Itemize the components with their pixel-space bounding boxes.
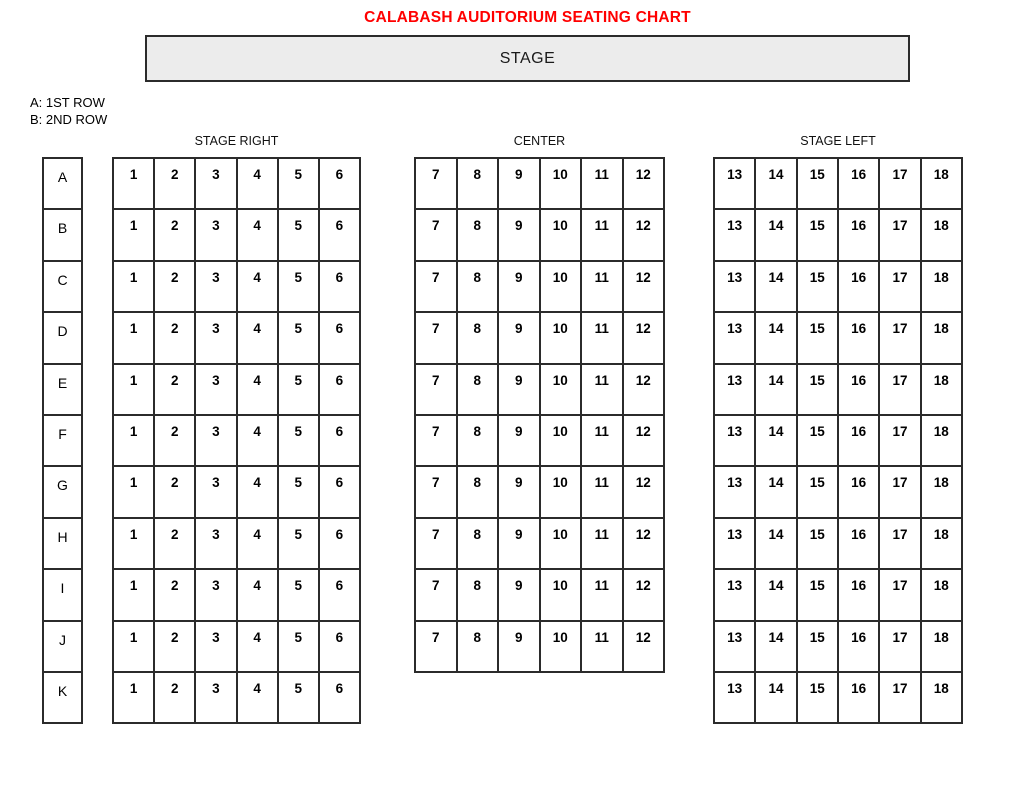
seat-I-2: 2 bbox=[155, 570, 196, 621]
seat-K-15: 15 bbox=[798, 673, 839, 724]
row-label-F: F bbox=[44, 416, 81, 467]
seat-A-16: 16 bbox=[839, 159, 880, 210]
seat-I-18: 18 bbox=[922, 570, 963, 621]
seat-J-17: 17 bbox=[880, 622, 921, 673]
seat-B-6: 6 bbox=[320, 210, 361, 261]
seat-E-6: 6 bbox=[320, 365, 361, 416]
seat-E-5: 5 bbox=[279, 365, 320, 416]
seat-C-14: 14 bbox=[756, 262, 797, 313]
legend-line-2: B: 2ND ROW bbox=[30, 111, 108, 127]
seat-B-12: 12 bbox=[624, 210, 666, 261]
seat-E-14: 14 bbox=[756, 365, 797, 416]
seat-F-1: 1 bbox=[114, 416, 155, 467]
seat-C-13: 13 bbox=[715, 262, 756, 313]
seat-H-13: 13 bbox=[715, 519, 756, 570]
seat-H-4: 4 bbox=[238, 519, 279, 570]
seat-A-14: 14 bbox=[756, 159, 797, 210]
seat-A-13: 13 bbox=[715, 159, 756, 210]
seat-A-4: 4 bbox=[238, 159, 279, 210]
row-label-E: E bbox=[44, 365, 81, 416]
seat-C-4: 4 bbox=[238, 262, 279, 313]
seat-grid bbox=[713, 157, 963, 724]
seat-D-4: 4 bbox=[238, 313, 279, 364]
seat-B-7: 7 bbox=[416, 210, 458, 261]
seat-K-2: 2 bbox=[155, 673, 196, 724]
seat-I-3: 3 bbox=[196, 570, 237, 621]
seat-G-16: 16 bbox=[839, 467, 880, 518]
row-legend bbox=[30, 95, 107, 128]
seat-F-13: 13 bbox=[715, 416, 756, 467]
seat-K-18: 18 bbox=[922, 673, 963, 724]
seat-I-5: 5 bbox=[279, 570, 320, 621]
seat-H-8: 8 bbox=[458, 519, 500, 570]
seat-I-12: 12 bbox=[624, 570, 666, 621]
seat-C-12: 12 bbox=[624, 262, 666, 313]
seat-F-2: 2 bbox=[155, 416, 196, 467]
seat-D-13: 13 bbox=[715, 313, 756, 364]
seat-B-5: 5 bbox=[279, 210, 320, 261]
seat-H-12: 12 bbox=[624, 519, 666, 570]
seat-I-17: 17 bbox=[880, 570, 921, 621]
seat-G-10: 10 bbox=[541, 467, 583, 518]
seat-E-3: 3 bbox=[196, 365, 237, 416]
seat-J-2: 2 bbox=[155, 622, 196, 673]
seat-E-13: 13 bbox=[715, 365, 756, 416]
seat-B-11: 11 bbox=[582, 210, 624, 261]
seat-B-10: 10 bbox=[541, 210, 583, 261]
seat-F-4: 4 bbox=[238, 416, 279, 467]
seat-E-11: 11 bbox=[582, 365, 624, 416]
seat-C-10: 10 bbox=[541, 262, 583, 313]
seat-C-16: 16 bbox=[839, 262, 880, 313]
seat-C-18: 18 bbox=[922, 262, 963, 313]
seat-F-10: 10 bbox=[541, 416, 583, 467]
stage-box bbox=[145, 35, 910, 82]
seat-grid bbox=[414, 157, 665, 673]
seat-C-5: 5 bbox=[279, 262, 320, 313]
seat-grid bbox=[112, 157, 361, 724]
seat-H-7: 7 bbox=[416, 519, 458, 570]
section-stage-right bbox=[112, 134, 361, 724]
seat-D-15: 15 bbox=[798, 313, 839, 364]
seat-I-14: 14 bbox=[756, 570, 797, 621]
seat-E-18: 18 bbox=[922, 365, 963, 416]
row-label-G: G bbox=[44, 467, 81, 518]
seat-D-17: 17 bbox=[880, 313, 921, 364]
seat-A-2: 2 bbox=[155, 159, 196, 210]
seat-A-18: 18 bbox=[922, 159, 963, 210]
seat-G-11: 11 bbox=[582, 467, 624, 518]
section-center bbox=[414, 134, 665, 673]
row-label-K: K bbox=[44, 673, 81, 724]
seat-J-16: 16 bbox=[839, 622, 880, 673]
seat-B-8: 8 bbox=[458, 210, 500, 261]
chart-title: CALABASH AUDITORIUM SEATING CHART bbox=[364, 9, 691, 26]
seat-H-16: 16 bbox=[839, 519, 880, 570]
seat-B-13: 13 bbox=[715, 210, 756, 261]
seat-K-5: 5 bbox=[279, 673, 320, 724]
seat-H-18: 18 bbox=[922, 519, 963, 570]
seat-F-6: 6 bbox=[320, 416, 361, 467]
seat-I-6: 6 bbox=[320, 570, 361, 621]
seat-D-14: 14 bbox=[756, 313, 797, 364]
seat-H-9: 9 bbox=[499, 519, 541, 570]
row-label-C: C bbox=[44, 262, 81, 313]
row-label-B: B bbox=[44, 210, 81, 261]
section-stage-left bbox=[713, 134, 963, 724]
seat-A-5: 5 bbox=[279, 159, 320, 210]
seat-E-1: 1 bbox=[114, 365, 155, 416]
seat-G-17: 17 bbox=[880, 467, 921, 518]
seat-I-16: 16 bbox=[839, 570, 880, 621]
seat-J-6: 6 bbox=[320, 622, 361, 673]
seat-E-8: 8 bbox=[458, 365, 500, 416]
seat-A-6: 6 bbox=[320, 159, 361, 210]
seat-A-11: 11 bbox=[582, 159, 624, 210]
seat-D-5: 5 bbox=[279, 313, 320, 364]
seat-I-11: 11 bbox=[582, 570, 624, 621]
seat-G-15: 15 bbox=[798, 467, 839, 518]
seat-J-4: 4 bbox=[238, 622, 279, 673]
seat-F-17: 17 bbox=[880, 416, 921, 467]
seat-K-16: 16 bbox=[839, 673, 880, 724]
seat-A-3: 3 bbox=[196, 159, 237, 210]
seat-I-10: 10 bbox=[541, 570, 583, 621]
seat-D-18: 18 bbox=[922, 313, 963, 364]
seat-C-11: 11 bbox=[582, 262, 624, 313]
seat-J-3: 3 bbox=[196, 622, 237, 673]
seat-H-11: 11 bbox=[582, 519, 624, 570]
seat-G-8: 8 bbox=[458, 467, 500, 518]
seat-B-2: 2 bbox=[155, 210, 196, 261]
seat-F-5: 5 bbox=[279, 416, 320, 467]
seat-D-7: 7 bbox=[416, 313, 458, 364]
seat-D-1: 1 bbox=[114, 313, 155, 364]
seat-H-15: 15 bbox=[798, 519, 839, 570]
seat-H-3: 3 bbox=[196, 519, 237, 570]
seat-A-15: 15 bbox=[798, 159, 839, 210]
seat-A-10: 10 bbox=[541, 159, 583, 210]
seat-G-12: 12 bbox=[624, 467, 666, 518]
seat-E-2: 2 bbox=[155, 365, 196, 416]
seat-I-4: 4 bbox=[238, 570, 279, 621]
seat-C-17: 17 bbox=[880, 262, 921, 313]
seat-I-15: 15 bbox=[798, 570, 839, 621]
seat-I-1: 1 bbox=[114, 570, 155, 621]
seat-J-14: 14 bbox=[756, 622, 797, 673]
seat-J-8: 8 bbox=[458, 622, 500, 673]
seat-E-10: 10 bbox=[541, 365, 583, 416]
seat-G-6: 6 bbox=[320, 467, 361, 518]
seat-J-18: 18 bbox=[922, 622, 963, 673]
seat-F-15: 15 bbox=[798, 416, 839, 467]
seat-H-5: 5 bbox=[279, 519, 320, 570]
section-header: STAGE LEFT bbox=[800, 134, 876, 148]
seat-D-11: 11 bbox=[582, 313, 624, 364]
seat-D-12: 12 bbox=[624, 313, 666, 364]
seat-D-10: 10 bbox=[541, 313, 583, 364]
seat-H-6: 6 bbox=[320, 519, 361, 570]
seat-E-12: 12 bbox=[624, 365, 666, 416]
seat-K-3: 3 bbox=[196, 673, 237, 724]
seat-G-3: 3 bbox=[196, 467, 237, 518]
seat-F-3: 3 bbox=[196, 416, 237, 467]
seat-B-3: 3 bbox=[196, 210, 237, 261]
seat-G-2: 2 bbox=[155, 467, 196, 518]
seat-J-12: 12 bbox=[624, 622, 666, 673]
seat-G-18: 18 bbox=[922, 467, 963, 518]
seat-J-5: 5 bbox=[279, 622, 320, 673]
seat-I-7: 7 bbox=[416, 570, 458, 621]
seat-F-7: 7 bbox=[416, 416, 458, 467]
seat-K-17: 17 bbox=[880, 673, 921, 724]
seat-J-9: 9 bbox=[499, 622, 541, 673]
seat-B-16: 16 bbox=[839, 210, 880, 261]
seat-C-1: 1 bbox=[114, 262, 155, 313]
seat-A-17: 17 bbox=[880, 159, 921, 210]
seat-D-9: 9 bbox=[499, 313, 541, 364]
row-label-I: I bbox=[44, 570, 81, 621]
seat-J-15: 15 bbox=[798, 622, 839, 673]
seat-F-11: 11 bbox=[582, 416, 624, 467]
row-label-A: A bbox=[44, 159, 81, 210]
seat-B-18: 18 bbox=[922, 210, 963, 261]
seat-E-16: 16 bbox=[839, 365, 880, 416]
seat-F-9: 9 bbox=[499, 416, 541, 467]
seat-K-6: 6 bbox=[320, 673, 361, 724]
seat-A-9: 9 bbox=[499, 159, 541, 210]
seat-C-6: 6 bbox=[320, 262, 361, 313]
seat-A-7: 7 bbox=[416, 159, 458, 210]
seat-G-4: 4 bbox=[238, 467, 279, 518]
seat-K-14: 14 bbox=[756, 673, 797, 724]
seat-G-9: 9 bbox=[499, 467, 541, 518]
seat-J-10: 10 bbox=[541, 622, 583, 673]
seat-E-9: 9 bbox=[499, 365, 541, 416]
stage-label: STAGE bbox=[499, 49, 556, 67]
seat-K-13: 13 bbox=[715, 673, 756, 724]
section-header: STAGE RIGHT bbox=[194, 134, 279, 148]
seat-D-8: 8 bbox=[458, 313, 500, 364]
seat-J-13: 13 bbox=[715, 622, 756, 673]
seat-B-15: 15 bbox=[798, 210, 839, 261]
seat-J-1: 1 bbox=[114, 622, 155, 673]
seat-B-9: 9 bbox=[499, 210, 541, 261]
seat-C-2: 2 bbox=[155, 262, 196, 313]
section-header: CENTER bbox=[513, 134, 566, 148]
seat-E-7: 7 bbox=[416, 365, 458, 416]
seat-E-15: 15 bbox=[798, 365, 839, 416]
seat-G-1: 1 bbox=[114, 467, 155, 518]
seat-D-6: 6 bbox=[320, 313, 361, 364]
seat-F-12: 12 bbox=[624, 416, 666, 467]
row-label-D: D bbox=[44, 313, 81, 364]
seat-K-1: 1 bbox=[114, 673, 155, 724]
seat-K-4: 4 bbox=[238, 673, 279, 724]
seat-F-18: 18 bbox=[922, 416, 963, 467]
seat-I-9: 9 bbox=[499, 570, 541, 621]
seat-C-7: 7 bbox=[416, 262, 458, 313]
row-label-column bbox=[42, 157, 83, 724]
seat-B-1: 1 bbox=[114, 210, 155, 261]
seat-D-2: 2 bbox=[155, 313, 196, 364]
seat-H-14: 14 bbox=[756, 519, 797, 570]
seat-A-1: 1 bbox=[114, 159, 155, 210]
seat-A-12: 12 bbox=[624, 159, 666, 210]
seat-E-17: 17 bbox=[880, 365, 921, 416]
seat-F-8: 8 bbox=[458, 416, 500, 467]
legend-line-1: A: 1ST ROW bbox=[30, 95, 105, 110]
seat-I-13: 13 bbox=[715, 570, 756, 621]
row-label-H: H bbox=[44, 519, 81, 570]
seat-C-15: 15 bbox=[798, 262, 839, 313]
seat-H-1: 1 bbox=[114, 519, 155, 570]
row-label-J: J bbox=[44, 622, 81, 673]
seat-G-14: 14 bbox=[756, 467, 797, 518]
seat-D-16: 16 bbox=[839, 313, 880, 364]
seat-F-14: 14 bbox=[756, 416, 797, 467]
seat-C-8: 8 bbox=[458, 262, 500, 313]
seat-B-17: 17 bbox=[880, 210, 921, 261]
seat-C-9: 9 bbox=[499, 262, 541, 313]
seat-D-3: 3 bbox=[196, 313, 237, 364]
seat-G-5: 5 bbox=[279, 467, 320, 518]
seat-J-7: 7 bbox=[416, 622, 458, 673]
seat-A-8: 8 bbox=[458, 159, 500, 210]
seat-G-7: 7 bbox=[416, 467, 458, 518]
seat-I-8: 8 bbox=[458, 570, 500, 621]
seat-H-10: 10 bbox=[541, 519, 583, 570]
seat-H-2: 2 bbox=[155, 519, 196, 570]
seat-G-13: 13 bbox=[715, 467, 756, 518]
seat-B-4: 4 bbox=[238, 210, 279, 261]
seat-E-4: 4 bbox=[238, 365, 279, 416]
seat-F-16: 16 bbox=[839, 416, 880, 467]
seat-J-11: 11 bbox=[582, 622, 624, 673]
seat-B-14: 14 bbox=[756, 210, 797, 261]
seat-H-17: 17 bbox=[880, 519, 921, 570]
seat-C-3: 3 bbox=[196, 262, 237, 313]
